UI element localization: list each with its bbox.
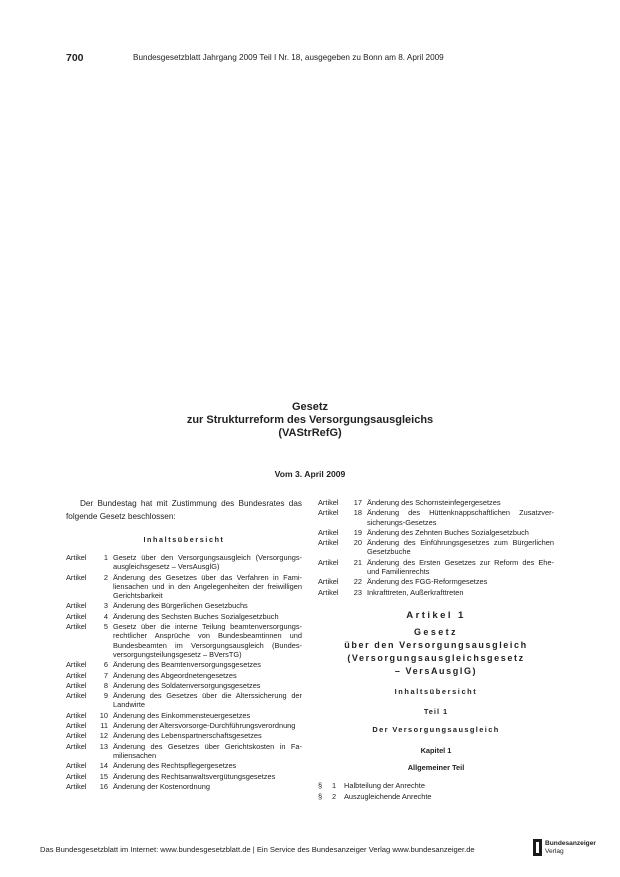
toc-item-text: Änderung des Gesetzes über Gerichtskosten in Familiensachen: [113, 741, 302, 760]
toc-item-text: Änderung des Beamtenversorgungsgesetzes: [113, 660, 261, 670]
left-column: [66, 498, 302, 792]
toc-item-number: 17: [353, 498, 362, 507]
toc-item-label: Artikel: [318, 577, 339, 587]
article-title-gesetz: Gesetz: [414, 626, 458, 637]
toc-item-label: Artikel: [318, 538, 339, 548]
toc-item-label: Artikel: [66, 553, 87, 562]
toc-item-text: Gesetz über die interne Teilung beamtenversorgungsrechtlicher Ansprüche von Bundesbeamtinnen und Bundesbeamten im Versorgungsausgleich (Bundesversorgungsteilungsgesetz – BVersTG): [113, 622, 302, 659]
toc-item: [66, 681, 302, 690]
toc-heading: Inhaltsübersicht: [143, 535, 225, 544]
section-title: Halbteilung der Anrechte: [344, 780, 425, 790]
toc-item-text: Änderung des Hüttenknappschaftlichen Zusatzversicherungs-Gesetzes: [367, 508, 554, 527]
toc-item: [66, 742, 302, 761]
publisher-logo: [533, 839, 596, 856]
toc-item-number: 12: [99, 731, 108, 741]
toc-item: [66, 671, 302, 680]
toc-item-number: 1: [103, 553, 108, 562]
toc-item-label: Artikel: [318, 508, 339, 518]
logo-line2: Verlag: [545, 847, 564, 855]
toc-list-left: [66, 553, 302, 791]
toc-item: [66, 573, 302, 601]
toc-item: [318, 498, 554, 507]
toc-item: [66, 601, 302, 610]
toc-item-label: Artikel: [318, 587, 339, 597]
toc-item-text: Änderung des Soldatenversorgungsgesetzes: [113, 680, 261, 690]
toc-item-label: Artikel: [66, 601, 87, 611]
toc-item: [66, 721, 302, 730]
toc-item-number: 22: [353, 577, 362, 587]
toc-item: [318, 588, 554, 597]
toc-item-number: 14: [99, 761, 108, 771]
toc-item-number: 18: [353, 508, 362, 518]
toc-item-text: Änderung des Lebenspartnerschaftsgesetzes: [113, 731, 262, 741]
toc-item: [318, 577, 554, 586]
toc-item-number: 3: [103, 601, 108, 611]
part-heading: Teil 1: [423, 706, 449, 716]
toc-item-text: Änderung des Sechsten Buches Sozialgesetzbuch: [113, 611, 279, 621]
law-title-line1: Gesetz: [291, 401, 329, 413]
toc-item-label: Artikel: [66, 771, 87, 781]
article-title-line2: (Versorgungsausgleichsgesetz: [347, 652, 525, 663]
toc-item-label: Artikel: [66, 741, 87, 751]
toc-item: [66, 622, 302, 659]
toc-item-label: Artikel: [66, 781, 87, 791]
toc-item: [66, 731, 302, 740]
section-number: 2: [332, 791, 337, 801]
toc-item: [66, 553, 302, 572]
toc-item-number: 9: [103, 691, 108, 701]
footer-text: Das Bundesgesetzblatt im Internet: www.bundesgesetzblatt.de | Ein Service des Bundesanzeiger Verlag www.bundesanzeiger.de: [40, 845, 475, 854]
section-title: Auszugleichende Anrechte: [344, 791, 432, 801]
part-title: Der Versorgungsausgleich: [372, 724, 500, 734]
section-list: [318, 781, 554, 802]
toc-item-label: Artikel: [66, 611, 87, 621]
toc-item-label: Artikel: [66, 572, 87, 582]
toc-item-label: Artikel: [66, 680, 87, 690]
toc-item: [66, 782, 302, 791]
toc-item-number: 11: [100, 721, 108, 731]
chapter-heading: Kapitel 1: [420, 745, 452, 755]
toc-item-text: Änderung des Bürgerlichen Gesetzbuchs: [113, 601, 248, 611]
toc-item-number: 10: [99, 710, 108, 720]
toc-item: [66, 761, 302, 770]
toc-item: [66, 772, 302, 781]
toc-item-number: 5: [103, 622, 108, 632]
toc-item-label: Artikel: [318, 557, 339, 567]
toc-item-number: 15: [99, 771, 108, 781]
toc-item-number: 13: [99, 741, 108, 751]
toc-item: [66, 612, 302, 621]
law-title-abbrev: (VAStrRefG): [278, 427, 342, 439]
toc-item-label: Artikel: [66, 691, 87, 701]
chapter-title: Allgemeiner Teil: [407, 762, 465, 772]
toc-item-text: Änderung des Rechtspflegergesetzes: [113, 761, 237, 771]
enactment-clause: Der Bundestag hat mit Zustimmung des Bundesrates das folgende Gesetz beschlossen:: [66, 499, 302, 521]
toc-item-number: 2: [103, 572, 108, 582]
toc-list-right: [318, 498, 554, 597]
section-symbol: §: [318, 780, 323, 790]
toc-item: [66, 660, 302, 669]
toc-item-label: Artikel: [66, 731, 87, 741]
logo-line1: Bundesanzeiger: [545, 839, 596, 847]
toc-item-number: 4: [103, 611, 108, 621]
toc-item-label: Artikel: [318, 527, 339, 537]
toc-item-label: Artikel: [66, 710, 87, 720]
toc-item-number: 8: [103, 680, 108, 690]
toc-item: [66, 691, 302, 710]
article-title-line1: über den Versorgungsausgleich: [344, 639, 528, 650]
toc-item-label: Artikel: [66, 622, 87, 632]
toc-item-text: Änderung der Kostenordnung: [113, 781, 210, 791]
law-title-line2: zur Strukturreform des Versorgungsausgleichs: [186, 414, 434, 426]
toc-item-text: Inkrafttreten, Außerkrafttreten: [367, 587, 464, 597]
toc-item-text: Änderung des Zehnten Buches Sozialgesetzbuch: [367, 527, 529, 537]
toc-item: [318, 508, 554, 527]
toc-item-text: Änderung des Gesetzes über das Verfahren in Familiensachen und in den Angelegenheiten der freiwilligen Gerichtsbarkeit: [113, 572, 302, 601]
toc-item-number: 7: [103, 670, 108, 680]
law-date: Vom 3. April 2009: [274, 469, 346, 479]
toc-item-text: Änderung des Abgeordnetengesetzes: [113, 670, 237, 680]
toc-item-text: Änderung des FGG-Reformgesetzes: [367, 577, 488, 587]
toc-item-label: Artikel: [66, 721, 87, 731]
toc-item: [66, 711, 302, 720]
law-title: [0, 401, 620, 440]
toc-item-number: 23: [353, 587, 362, 597]
section-number: 1: [332, 780, 337, 790]
section-item: [318, 792, 554, 802]
article-title: [318, 626, 554, 678]
section-item: [318, 781, 554, 791]
article-toc-heading: Inhaltsübersicht: [394, 686, 478, 696]
toc-item-number: 6: [103, 660, 108, 670]
page-number: 700: [66, 52, 84, 64]
section-symbol: §: [318, 791, 323, 801]
toc-item-text: Gesetz über den Versorgungsausgleich (Versorgungsausgleichsgesetz – VersAusglG): [113, 553, 302, 572]
toc-item-number: 21: [353, 557, 362, 567]
toc-item-text: Änderung des Gesetzes über die Alterssicherung der Landwirte: [113, 691, 302, 710]
toc-item-number: 16: [99, 781, 108, 791]
toc-item-number: 19: [353, 527, 362, 537]
toc-item-text: Änderung des Einführungsgesetzes zum Bürgerlichen Gesetzbuche: [367, 538, 554, 557]
toc-item-label: Artikel: [66, 670, 87, 680]
toc-item-text: Änderung des Rechtsanwaltsvergütungsgesetzes: [113, 771, 276, 781]
article-heading: Artikel 1: [406, 609, 466, 621]
toc-item: [318, 558, 554, 577]
toc-item-text: Änderung der Altersvorsorge-Durchführungsverordnung: [113, 721, 296, 731]
article-title-line3: – VersAusglG): [394, 665, 478, 676]
toc-item-label: Artikel: [66, 761, 87, 771]
toc-item-text: Änderung des Ersten Gesetzes zur Reform des Ehe- und Familienrechts: [367, 557, 554, 577]
gazette-header: Bundesgesetzblatt Jahrgang 2009 Teil I Nr. 18, ausgegeben zu Bonn am 8. April 2009: [133, 53, 444, 62]
toc-item-text: Änderung des Einkommensteuergesetzes: [113, 710, 251, 720]
toc-item: [318, 538, 554, 557]
publisher-logo-icon: [533, 839, 542, 856]
toc-item-text: Änderung des Schornsteinfegergesetzes: [367, 498, 501, 507]
toc-item-label: Artikel: [318, 498, 339, 507]
toc-item-number: 20: [353, 538, 362, 548]
right-column: [318, 498, 554, 803]
toc-item: [318, 528, 554, 537]
toc-item-label: Artikel: [66, 660, 87, 670]
